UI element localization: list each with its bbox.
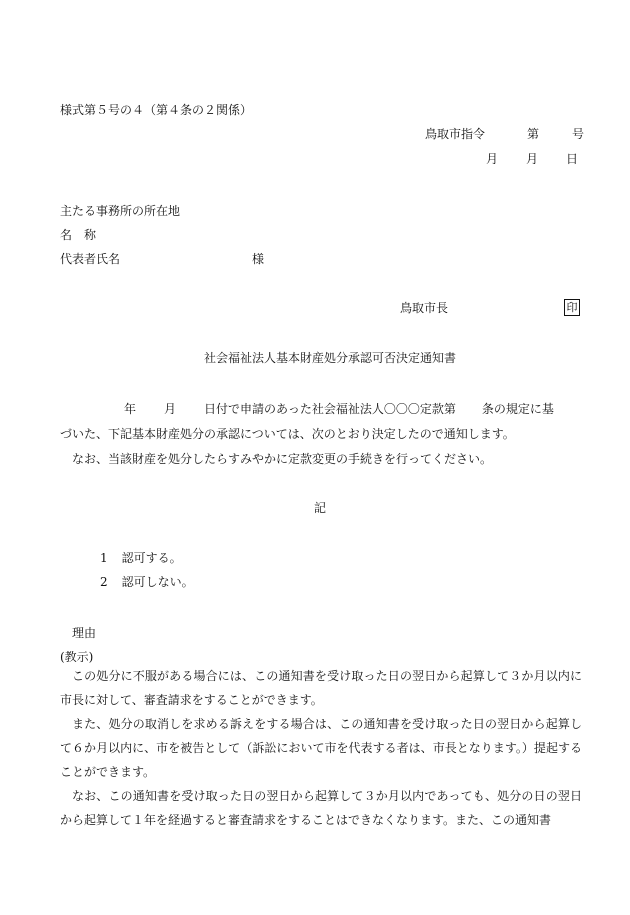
body-month: 月 xyxy=(164,402,177,416)
notice-paragraph-1: この処分に不服がある場合には、この通知書を受け取った日の翌日から起算して３か月以内に市長に対して、審査請求をすることができます。 xyxy=(60,669,582,707)
representative-label: 代表者氏名 xyxy=(60,252,121,266)
body-article: 条の規定に基 xyxy=(481,402,554,416)
option-approve xyxy=(100,552,182,564)
option-text: 認可しない。 xyxy=(121,575,194,589)
recipient-address-label: 主たる事務所の所在地 xyxy=(60,204,181,218)
ki-heading: 記 xyxy=(314,501,327,515)
notice-paragraph-3: なお、この通知書を受け取った日の翌日から起算して３か月以内であっても、処分の日の翌日から起算して１年を経過すると審査請求をすることはできなくなります。また、この通知書 xyxy=(60,789,582,827)
body-line-1 xyxy=(124,403,554,415)
reason-label: 理由 xyxy=(72,626,97,640)
document-title: 社会福祉法人基本財産処分承認可否決定通知書 xyxy=(204,351,457,365)
mayor-title: 鳥取市長 xyxy=(400,301,449,315)
body-line-3: なお、当該財産を処分したらすみやかに定款変更の手続きを行ってください。 xyxy=(72,452,493,466)
designation-go: 号 xyxy=(572,127,585,141)
recipient-representative xyxy=(60,253,264,265)
date-day: 日 xyxy=(566,152,579,166)
designation-prefix: 鳥取市指令 xyxy=(425,127,486,141)
body-year: 年 xyxy=(124,402,137,416)
designation-dai: 第 xyxy=(527,127,540,141)
issue-date xyxy=(486,153,578,165)
option-number: 2 xyxy=(100,575,108,589)
honorific: 様 xyxy=(252,252,265,266)
seal-stamp: 印 xyxy=(564,299,580,316)
option-number: 1 xyxy=(100,551,108,565)
recipient-name-label: 名 称 xyxy=(60,228,97,242)
option-text: 認可する。 xyxy=(121,551,182,565)
notice-paragraph-2: また、処分の取消しを求める訴えをする場合は、この通知書を受け取った日の翌日から起算して６か月以内に、市を被告として（訴訟において市を代表する者は、市長となります。）提起することができます。 xyxy=(60,717,582,779)
option-reject xyxy=(100,576,194,588)
body-text-1: 日付で申請のあった社会福祉法人〇〇〇定款第 xyxy=(204,402,456,416)
date-month-2: 月 xyxy=(526,152,539,166)
body-line-2: づいた、下記基本財産処分の承認については、次のとおり決定したので通知します。 xyxy=(60,427,515,441)
form-number-label: 様式第５号の４（第４条の２関係） xyxy=(60,103,253,117)
designation-number xyxy=(425,128,584,140)
date-month-1: 月 xyxy=(486,152,499,166)
notice-label: (教示) xyxy=(60,650,94,664)
